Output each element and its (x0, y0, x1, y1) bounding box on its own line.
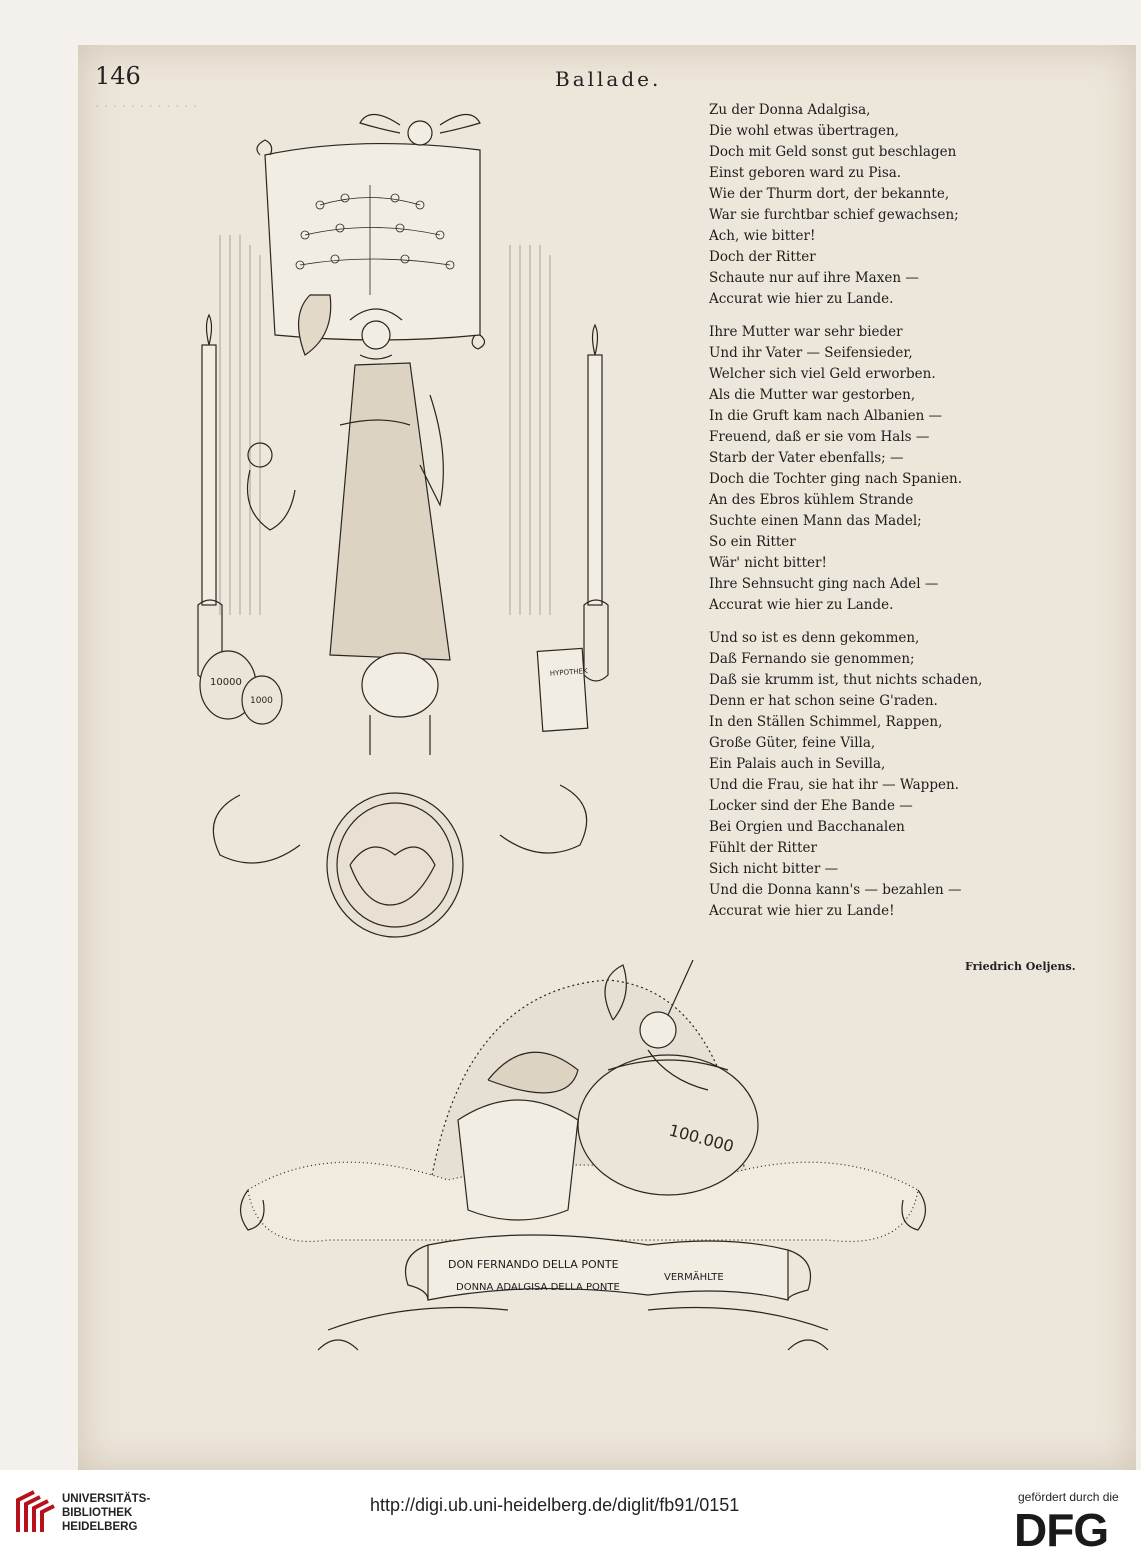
hypothek-label: HYPOTHEK (549, 667, 588, 678)
poem-line: War sie furchtbar schief gewachsen; (709, 207, 959, 223)
poem-line: Doch die Tochter ging nach Spanien. (709, 471, 963, 487)
poem-stanza-1 (709, 100, 1039, 310)
banner-line-1: DON FERNANDO DELLA PONTE (448, 1258, 619, 1271)
poem-line: Als die Mutter war gestorben, (709, 387, 916, 403)
funding-text: gefördert durch die (1018, 1490, 1119, 1504)
poem-line: An des Ebros kühlem Strande (709, 492, 914, 508)
poem-line: Daß sie krumm ist, thut nichts schaden, (709, 672, 983, 688)
poem-line: Und die Donna kann's — bezahlen — (709, 882, 962, 898)
university-library-logo-icon (14, 1488, 56, 1536)
poem-line: Accurat wie hier zu Lande! (709, 903, 895, 919)
poem-line: Accurat wie hier zu Lande. (709, 291, 894, 307)
poem-author: Friedrich Oeljens. (965, 960, 1076, 973)
poem-line: Welcher sich viel Geld erworben. (709, 366, 936, 382)
poem-line: Sich nicht bitter — (709, 861, 839, 877)
poem-line: Denn er hat schon seine G'raden. (709, 693, 938, 709)
poem-line: Fühlt der Ritter (709, 840, 817, 856)
poem-line: Bei Orgien und Bacchanalen (709, 819, 905, 835)
permalink-url[interactable]: http://digi.ub.uni-heidelberg.de/diglit/fb91/0151 (370, 1495, 740, 1515)
page-number: 146 (95, 62, 141, 90)
poem-line: Doch der Ritter (709, 249, 816, 265)
poem-line: In den Ställen Schimmel, Rappen, (709, 714, 943, 730)
dfg-logo: DFG (1014, 1504, 1109, 1556)
poem-line: Zu der Donna Adalgisa, (709, 102, 871, 118)
poem-line: Und ihr Vater — Seifensieder, (709, 345, 913, 361)
banner-side-text: VERMÄHLTE (664, 1272, 724, 1283)
poem-line: Und so ist es denn gekommen, (709, 630, 920, 646)
institution-line-3: HEIDELBERG (62, 1521, 138, 1533)
money-bag-left-label-1: 10000 (210, 677, 242, 688)
poem-stanza-2 (709, 322, 1039, 616)
poem-line: Schaute nur auf ihre Maxen — (709, 270, 919, 286)
money-bag-left-label-2: 1000 (250, 696, 273, 706)
institution-line-1: UNIVERSITÄTS- (62, 1493, 151, 1505)
poem-line: Locker sind der Ehe Bande — (709, 798, 913, 814)
poem-line: Ein Palais auch in Sevilla, (709, 756, 886, 772)
banner-line-2: DONNA ADALGISA DELLA PONTE (456, 1282, 620, 1293)
poem-line: Suchte einen Mann das Madel; (709, 513, 922, 529)
lady-illustration (180, 95, 630, 945)
poem-line: Und die Frau, sie hat ihr — Wappen. (709, 777, 959, 793)
poem-stanza-3 (709, 628, 1039, 922)
poem-line: Wie der Thurm dort, der bekannte, (709, 186, 950, 202)
poem-line: Accurat wie hier zu Lande. (709, 597, 894, 613)
poem-line: In die Gruft kam nach Albanien — (709, 408, 943, 424)
poem-line: So ein Ritter (709, 534, 796, 550)
ghost-text: . . . . . . . . . . . . (95, 95, 198, 111)
wedding-illustration (228, 950, 928, 1390)
poem-line: Große Güter, feine Villa, (709, 735, 876, 751)
poem-line: Starb der Vater ebenfalls; — (709, 450, 904, 466)
poem-line: Ach, wie bitter! (709, 228, 816, 244)
poem-line: Ihre Mutter war sehr bieder (709, 324, 903, 340)
poem-line: Ihre Sehnsucht ging nach Adel — (709, 576, 939, 592)
poem-line: Wär' nicht bitter! (709, 555, 827, 571)
poem (709, 100, 1039, 934)
poem-line: Die wohl etwas übertragen, (709, 123, 899, 139)
poem-line: Daß Fernando sie genommen; (709, 651, 915, 667)
money-bag-right-label: 100.000 (666, 1120, 736, 1156)
poem-line: Freuend, daß er sie vom Hals — (709, 429, 930, 445)
poem-line: Doch mit Geld sonst gut beschlagen (709, 144, 957, 160)
poem-line: Einst geboren ward zu Pisa. (709, 165, 902, 181)
page-title: Ballade. (555, 67, 662, 91)
institution-name (62, 1492, 150, 1534)
institution-line-2: BIBLIOTHEK (62, 1507, 133, 1519)
